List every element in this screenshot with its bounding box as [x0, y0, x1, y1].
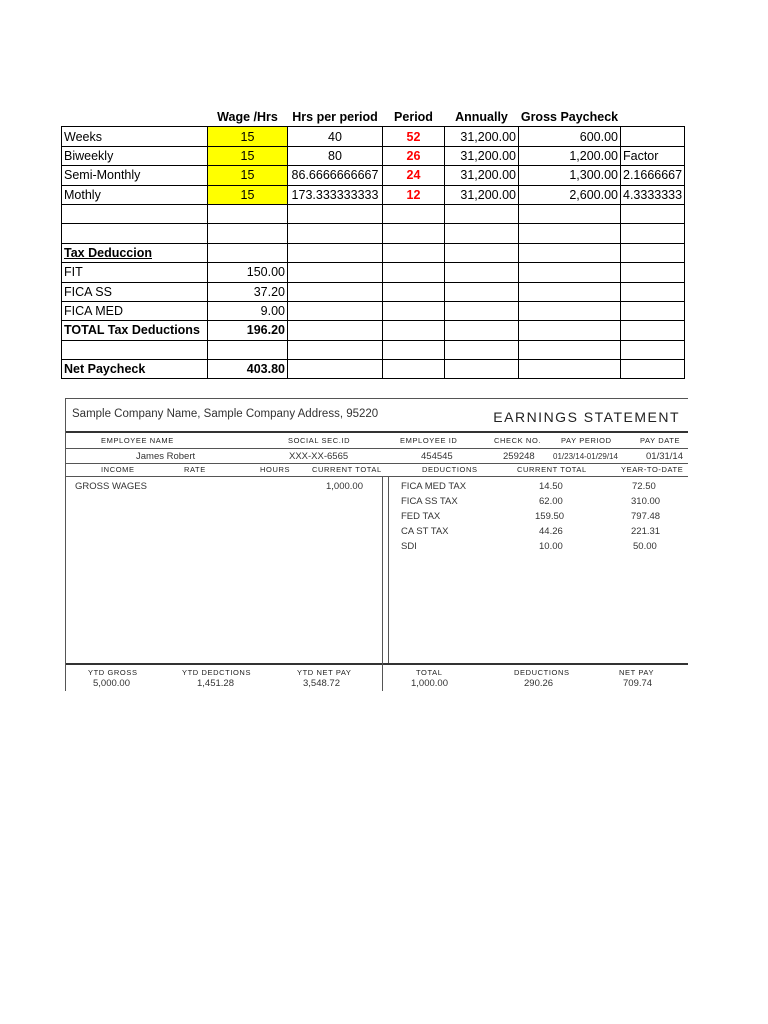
deduction-ytd: 72.50 — [632, 481, 656, 492]
net-value-cell[interactable]: 403.80 — [208, 360, 288, 379]
deduction-ytd: 310.00 — [631, 496, 661, 507]
cell[interactable] — [445, 301, 519, 320]
cell[interactable] — [288, 340, 383, 359]
cell[interactable] — [621, 224, 685, 243]
cell[interactable]: 15 — [208, 127, 288, 146]
total-label: TOTAL — [416, 668, 443, 677]
cell[interactable]: Mothly — [62, 185, 208, 204]
cell[interactable] — [383, 360, 445, 379]
table-row — [62, 321, 685, 340]
cell[interactable]: 31,200.00 — [445, 127, 519, 146]
current-total-label: CURRENT TOTAL — [517, 465, 587, 474]
ytd-net-label: YTD NET PAY — [297, 668, 352, 677]
deduction-current: 14.50 — [539, 481, 563, 492]
cell[interactable] — [62, 340, 208, 359]
table-row — [62, 146, 685, 165]
cell[interactable]: FIT — [62, 263, 208, 282]
spreadsheet — [61, 108, 685, 379]
cell[interactable]: 80 — [288, 146, 383, 165]
header-period: Period — [394, 110, 433, 125]
ssn-label: SOCIAL SEC.ID — [288, 436, 351, 445]
pay-period-label: PAY PERIOD — [561, 436, 612, 445]
cell[interactable]: 31,200.00 — [445, 185, 519, 204]
deduction-current: 159.50 — [535, 511, 565, 522]
cell[interactable] — [445, 282, 519, 301]
cell[interactable] — [288, 360, 383, 379]
hours-label: HOURS — [260, 465, 291, 474]
deduction-name: FICA MED TAX — [401, 481, 467, 492]
table-row — [62, 301, 685, 320]
cell[interactable]: 15 — [208, 185, 288, 204]
cell[interactable]: 9.00 — [208, 301, 288, 320]
cell[interactable] — [621, 340, 685, 359]
cell[interactable] — [621, 127, 685, 146]
pay-date-label: PAY DATE — [640, 436, 681, 445]
table-row — [62, 204, 685, 223]
income-item: GROSS WAGES — [75, 481, 147, 492]
total-value: 1,000.00 — [411, 678, 448, 689]
cell[interactable] — [383, 321, 445, 340]
header-gross: Gross Paycheck — [520, 110, 619, 125]
table-row — [62, 243, 685, 262]
deduction-name: CA ST TAX — [401, 526, 449, 537]
header-hrs: Hrs per period — [292, 110, 378, 125]
cell[interactable]: 26 — [383, 146, 445, 165]
deduction-ytd: 221.31 — [631, 526, 661, 537]
cell[interactable] — [208, 204, 288, 223]
divider — [66, 476, 688, 477]
employee-id-value: 454545 — [421, 451, 453, 462]
cell[interactable]: FICA SS — [62, 282, 208, 301]
cell[interactable] — [62, 224, 208, 243]
header-wage: Wage /Hrs — [217, 110, 278, 125]
cell[interactable] — [383, 301, 445, 320]
divider — [388, 476, 389, 664]
cell[interactable] — [621, 360, 685, 379]
cell[interactable]: 31,200.00 — [445, 166, 519, 185]
ytd-gross-value: 5,000.00 — [93, 678, 130, 689]
deductions-footer-label: DEDUCTIONS — [514, 668, 570, 677]
cell[interactable] — [383, 340, 445, 359]
rate-label: RATE — [184, 465, 206, 474]
cell[interactable]: 12 — [383, 185, 445, 204]
tax-title-cell[interactable]: Tax Deduccion — [62, 243, 208, 262]
ytd-label: YEAR-TO-DATE — [621, 465, 684, 474]
cell[interactable] — [519, 263, 621, 282]
cell[interactable] — [621, 282, 685, 301]
cell[interactable] — [288, 243, 383, 262]
table-row — [62, 360, 685, 379]
deductions-total-value: 290.26 — [524, 678, 554, 689]
cell[interactable] — [383, 204, 445, 223]
ytd-net-value: 3,548.72 — [303, 678, 340, 689]
divider — [382, 476, 383, 664]
statement-title: EARNINGS STATEMENT — [493, 409, 680, 425]
total-value-cell[interactable]: 196.20 — [208, 321, 288, 340]
cell[interactable]: 37.20 — [208, 282, 288, 301]
cell[interactable] — [445, 263, 519, 282]
divider — [66, 463, 688, 464]
divider — [66, 663, 688, 665]
cell[interactable] — [208, 340, 288, 359]
cell[interactable]: 52 — [383, 127, 445, 146]
cell[interactable] — [288, 321, 383, 340]
cell[interactable]: Factor — [621, 146, 685, 165]
net-pay-label: NET PAY — [619, 668, 655, 677]
header-cell — [621, 108, 685, 127]
cell[interactable] — [445, 204, 519, 223]
cell[interactable]: 31,200.00 — [445, 146, 519, 165]
ytd-deductions-label: YTD DEDCTIONS — [182, 668, 252, 677]
deduction-ytd: 50.00 — [633, 541, 657, 552]
cell[interactable] — [288, 301, 383, 320]
cell[interactable] — [208, 224, 288, 243]
cell[interactable]: Semi-Monthly — [62, 166, 208, 185]
cell[interactable] — [445, 243, 519, 262]
header-cell — [62, 108, 208, 127]
table-row — [62, 166, 685, 185]
cell[interactable] — [621, 204, 685, 223]
cell[interactable]: 40 — [288, 127, 383, 146]
cell[interactable] — [383, 263, 445, 282]
table-row — [62, 282, 685, 301]
cell[interactable] — [383, 243, 445, 262]
employee-id-label: EMPLOYEE ID — [400, 436, 458, 445]
net-label-cell[interactable]: Net Paycheck — [62, 360, 208, 379]
divider — [66, 448, 688, 449]
cell[interactable] — [62, 204, 208, 223]
deduction-current: 62.00 — [539, 496, 563, 507]
cell[interactable] — [445, 340, 519, 359]
cell[interactable]: 24 — [383, 166, 445, 185]
cell[interactable] — [519, 204, 621, 223]
check-no-value: 259248 — [503, 451, 535, 462]
header-annually: Annually — [455, 110, 508, 125]
deductions-label: DEDUCTIONS — [422, 465, 478, 474]
table-row — [62, 127, 685, 146]
cell[interactable] — [519, 321, 621, 340]
cell[interactable] — [621, 243, 685, 262]
cell[interactable]: 15 — [208, 166, 288, 185]
net-pay-value: 709.74 — [623, 678, 653, 689]
deduction-ytd: 797.48 — [631, 511, 661, 522]
check-no-label: CHECK NO. — [494, 436, 542, 445]
cell[interactable] — [445, 360, 519, 379]
earnings-statement — [65, 398, 688, 691]
cell[interactable] — [208, 243, 288, 262]
cell[interactable]: 4.3333333 — [621, 185, 685, 204]
deduction-name: FICA SS TAX — [401, 496, 458, 507]
cell[interactable] — [288, 204, 383, 223]
cell[interactable]: 2.1666667 — [621, 166, 685, 185]
ssn-value: XXX-XX-6565 — [289, 451, 349, 462]
cell[interactable]: 15 — [208, 146, 288, 165]
cell[interactable] — [383, 282, 445, 301]
cell[interactable]: 1,200.00 — [519, 146, 621, 165]
cell[interactable] — [519, 282, 621, 301]
table-row — [62, 224, 685, 243]
cell[interactable]: 2,600.00 — [519, 185, 621, 204]
cell[interactable]: FICA MED — [62, 301, 208, 320]
cell[interactable] — [519, 340, 621, 359]
cell[interactable] — [621, 321, 685, 340]
cell[interactable] — [445, 321, 519, 340]
divider — [66, 431, 688, 433]
cell[interactable] — [445, 224, 519, 243]
deduction-name: SDI — [401, 541, 417, 552]
wage-table — [61, 108, 685, 379]
cell[interactable] — [621, 263, 685, 282]
income-amount: 1,000.00 — [326, 481, 363, 492]
table-row — [62, 263, 685, 282]
total-label-cell[interactable]: TOTAL Tax Deductions — [62, 321, 208, 340]
income-label: INCOME — [101, 465, 135, 474]
cell[interactable] — [288, 263, 383, 282]
cell[interactable] — [288, 282, 383, 301]
current-total-label: CURRENT TOTAL — [312, 465, 382, 474]
cell[interactable] — [621, 301, 685, 320]
cell[interactable] — [519, 360, 621, 379]
cell[interactable] — [519, 243, 621, 262]
ytd-deductions-value: 1,451.28 — [197, 678, 234, 689]
deduction-name: FED TAX — [401, 511, 441, 522]
table-row — [62, 185, 685, 204]
cell[interactable] — [519, 224, 621, 243]
cell[interactable]: 1,300.00 — [519, 166, 621, 185]
cell[interactable]: 86.6666666667 — [288, 166, 383, 185]
pay-period-value: 01/23/14-01/29/14 — [553, 452, 618, 461]
divider — [382, 663, 383, 691]
deduction-current: 10.00 — [539, 541, 563, 552]
cell[interactable] — [519, 301, 621, 320]
cell[interactable]: Weeks — [62, 127, 208, 146]
company-name: Sample Company Name, Sample Company Address, 95220 — [72, 408, 379, 420]
employee-name-label: EMPLOYEE NAME — [101, 436, 174, 445]
ytd-gross-label: YTD GROSS — [88, 668, 138, 677]
cell[interactable]: 150.00 — [208, 263, 288, 282]
table-row — [62, 340, 685, 359]
cell[interactable]: Biweekly — [62, 146, 208, 165]
header-row — [62, 108, 685, 127]
cell[interactable] — [288, 224, 383, 243]
cell[interactable]: 173.333333333 — [288, 185, 383, 204]
cell[interactable] — [383, 224, 445, 243]
deduction-current: 44.26 — [539, 526, 563, 537]
cell[interactable]: 600.00 — [519, 127, 621, 146]
pay-date-value: 01/31/14 — [646, 451, 683, 462]
employee-name: James Robert — [136, 451, 196, 462]
